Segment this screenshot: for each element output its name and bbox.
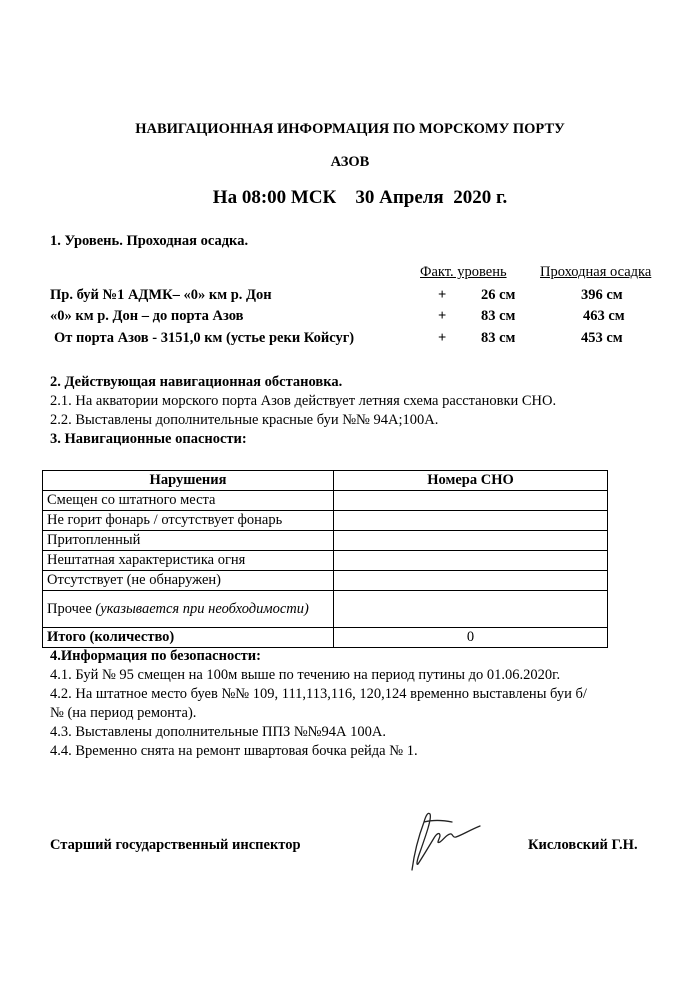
report-year: 2020 г. [453, 187, 508, 208]
total-label: Итого (количество) [43, 628, 334, 648]
sno-cell [334, 531, 608, 551]
sno-cell [334, 551, 608, 571]
nav-situation-item: 2.1. На акватории морского порта Азов действует летняя схема расстановки СНО. [50, 393, 557, 409]
inspector-position: Старший государственный инспектор [50, 837, 301, 853]
total-row [43, 628, 608, 648]
report-date [0, 187, 700, 209]
safety-item: № (на период ремонта). [50, 705, 197, 721]
level-row-sign: + [438, 330, 447, 346]
safety-item: 4.3. Выставлены дополнительные ППЗ №№94А 100А. [50, 724, 386, 740]
level-row-name: От порта Азов - 3151,0 км (устье реки Койсуг) [54, 330, 355, 346]
level-row-level: 83 см [481, 330, 516, 346]
section2-heading: 2. Действующая навигационная обстановка. [50, 374, 343, 390]
table-row [43, 551, 608, 571]
hazards-table [42, 470, 608, 648]
violation-cell: Не горит фонарь / отсутствует фонарь [43, 511, 334, 531]
violation-cell: Притопленный [43, 531, 334, 551]
safety-item: 4.1. Буй № 95 смещен на 100м выше по течению на период путины до 01.06.2020г. [50, 667, 561, 683]
table-row [43, 591, 608, 628]
table-row [43, 491, 608, 511]
report-day: 30 Апреля [355, 187, 444, 208]
level-row-sign: + [438, 308, 447, 324]
port-name: АЗОВ [330, 154, 370, 170]
sno-cell [334, 571, 608, 591]
level-row-name: «0» км р. Дон – до порта Азов [50, 308, 244, 324]
section1-heading: 1. Уровень. Проходная осадка. [50, 233, 249, 249]
col-draft: Проходная осадка [540, 264, 652, 280]
safety-item: 4.4. Временно снята на ремонт швартовая бочка рейда № 1. [50, 743, 418, 759]
col-sno-numbers: Номера СНО [334, 471, 608, 491]
violation-cell: Смещен со штатного места [43, 491, 334, 511]
sno-cell [334, 491, 608, 511]
level-row-draft: 453 см [581, 330, 623, 346]
document-title: НАВИГАЦИОННАЯ ИНФОРМАЦИЯ ПО МОРСКОМУ ПОРТУ [135, 121, 565, 137]
table-row [43, 531, 608, 551]
sno-cell [334, 591, 608, 628]
col-violations: Нарушения [43, 471, 334, 491]
nav-situation-item: 2.2. Выставлены дополнительные красные буи №№ 94А;100А. [50, 412, 439, 428]
violation-cell [43, 591, 334, 628]
violation-cell: Отсутствует (не обнаружен) [43, 571, 334, 591]
level-row-name: Пр. буй №1 АДМК– «0» км р. Дон [50, 287, 272, 303]
section4-heading: 4.Информация по безопасности: [50, 648, 261, 664]
sno-cell [334, 511, 608, 531]
report-time: 08:00 [241, 187, 287, 208]
total-value: 0 [334, 628, 608, 648]
signature-image [390, 800, 500, 880]
level-row-level: 26 см [481, 287, 516, 303]
section3-heading: 3. Навигационные опасности: [50, 431, 247, 447]
level-row-draft: 463 см [583, 308, 625, 324]
level-row-level: 83 см [481, 308, 516, 324]
col-fact-level: Факт. уровень [420, 264, 507, 280]
inspector-name: Кисловский Г.Н. [528, 837, 638, 853]
table-header-row [43, 471, 608, 491]
other-note: (указывается при необходимости) [95, 601, 309, 617]
date-prefix: На [212, 187, 242, 208]
timezone: МСК [286, 187, 337, 208]
table-row [43, 571, 608, 591]
violation-cell: Нештатная характеристика огня [43, 551, 334, 571]
level-row-draft: 396 см [581, 287, 623, 303]
level-row-sign: + [438, 287, 447, 303]
other-label: Прочее [47, 601, 96, 617]
table-row [43, 511, 608, 531]
safety-item: 4.2. На штатное место буев №№ 109, 111,113,116, 120,124 временно выставлены буи б/ [50, 686, 587, 702]
